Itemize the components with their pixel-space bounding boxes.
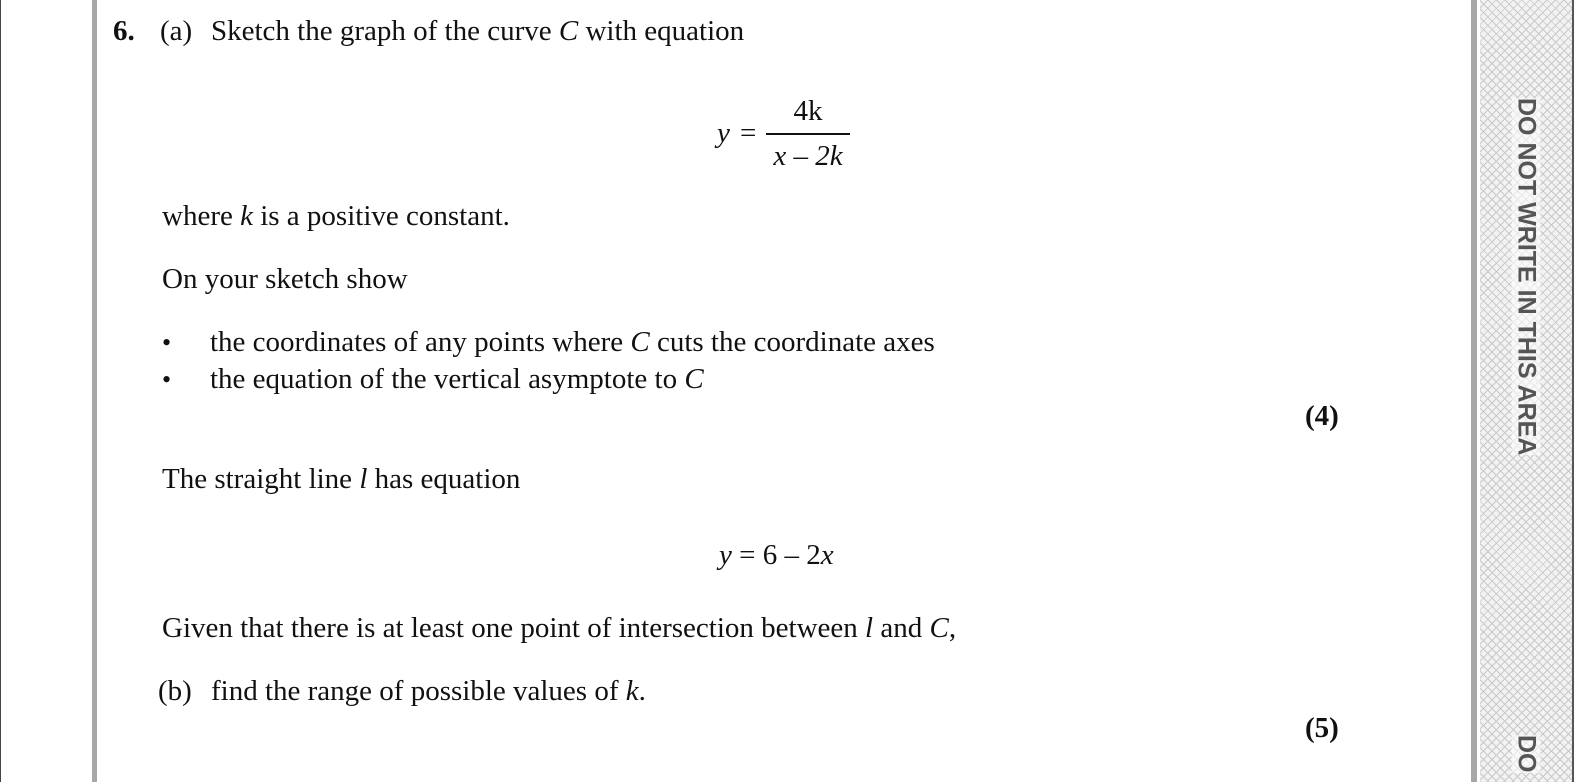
bullet-marker: • xyxy=(162,365,172,394)
part-a-label: (a) xyxy=(160,15,193,47)
equation-1-equals: = xyxy=(740,117,757,149)
show-intro: On your sketch show xyxy=(162,263,408,295)
right-margin-bar xyxy=(1471,0,1477,782)
where-statement: where k is a positive constant. xyxy=(162,200,510,232)
do-not-write-warning: DO NOT WRITE IN THIS AREA xyxy=(1512,98,1541,456)
part-a-instruction: Sketch the graph of the curve C with equation xyxy=(211,15,745,47)
equation-1-lhs: y xyxy=(717,117,730,149)
equation-2: y = 6 – 2x xyxy=(719,539,834,571)
bullet-item-axes: the coordinates of any points where C cuts the coordinate axes xyxy=(210,326,935,358)
fraction-bar xyxy=(766,133,850,135)
do-not-write-warning-partial: DO xyxy=(1512,735,1541,773)
equation-1-denominator: x – 2k xyxy=(773,140,843,172)
bullet-marker: • xyxy=(162,328,172,357)
marks-part-b: (5) xyxy=(1305,712,1339,744)
equation-1-numerator: 4k xyxy=(793,95,823,127)
given-statement: Given that there is at least one point of intersection between l and C, xyxy=(162,612,957,644)
question-number: 6. xyxy=(113,15,135,47)
page-left-edge xyxy=(0,0,1,782)
line-intro: The straight line l has equation xyxy=(162,463,521,495)
part-b-instruction: find the range of possible values of k. xyxy=(211,675,646,707)
left-margin-bar xyxy=(92,0,97,782)
page-right-edge xyxy=(1572,0,1574,782)
bullet-item-asymptote: the equation of the vertical asymptote to C xyxy=(210,363,704,395)
marks-part-a: (4) xyxy=(1305,400,1339,432)
part-b-label: (b) xyxy=(158,675,192,707)
